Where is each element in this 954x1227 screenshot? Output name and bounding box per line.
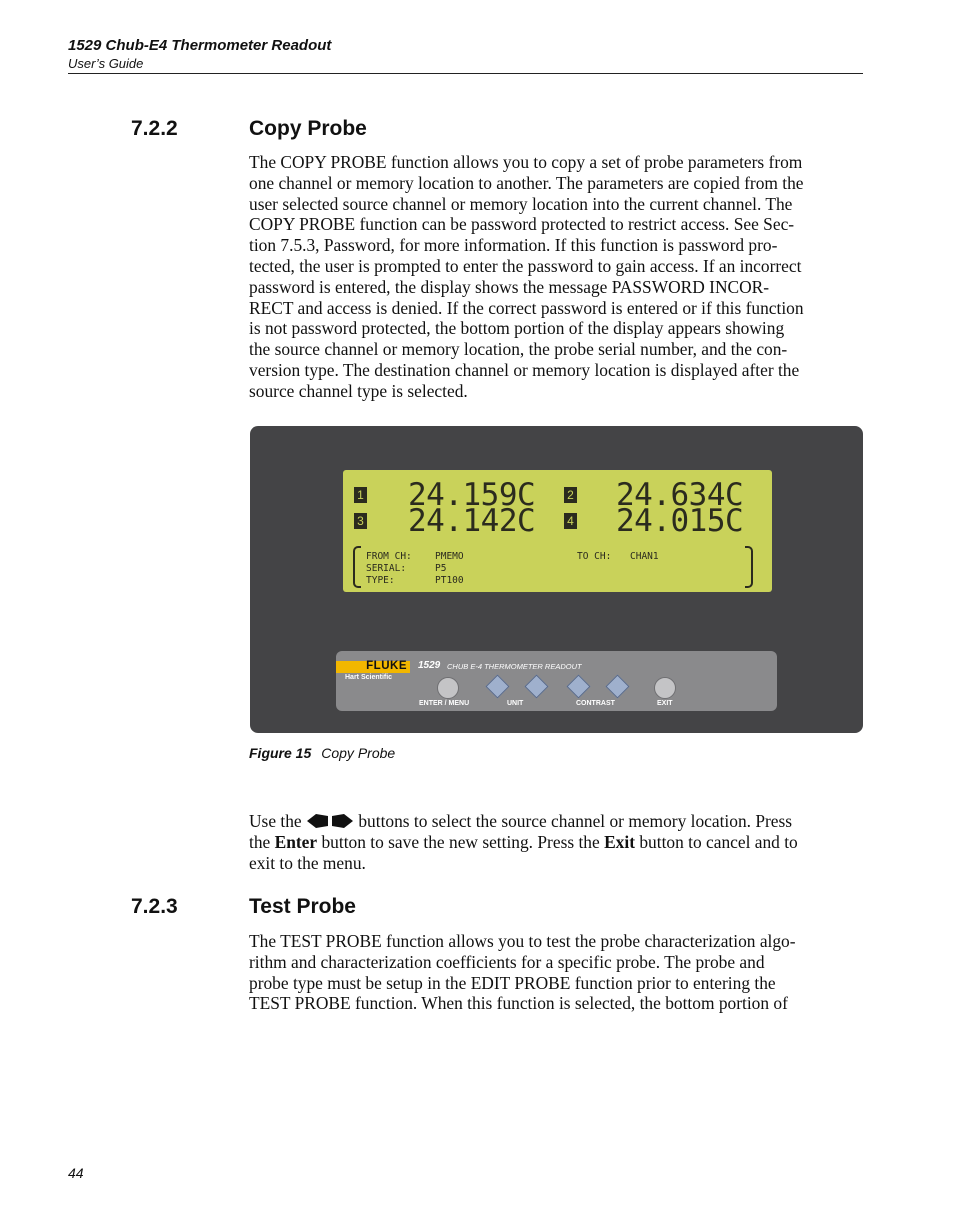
text-line: one channel or memory location to another. The parameters are copied from the <box>249 172 804 193</box>
channel-4-reading: 24.015C <box>616 503 744 539</box>
text-line: The TEST PROBE function allows you to test the probe characterization algo- <box>249 931 796 951</box>
text-line: rithm and characterization coefficients for a specific probe. The probe and <box>249 951 765 972</box>
document-subtitle: User’s Guide <box>68 56 144 71</box>
text-line: The COPY PROBE function allows you to copy a set of probe parameters from <box>249 152 803 172</box>
from-channel-value: PMEMO <box>435 551 464 562</box>
channel-2-reading: 24.634C <box>616 477 744 513</box>
text-line <box>249 832 865 853</box>
to-channel-label: TO CH: <box>577 551 612 562</box>
enter-menu-label: ENTER / MENU <box>419 700 470 707</box>
channel-3-indicator: 3 <box>354 513 367 529</box>
text-fragment: Use the <box>249 811 302 831</box>
channel-3-reading: 24.142C <box>408 503 536 539</box>
page-number: 44 <box>68 1165 84 1181</box>
contrast-label: CONTRAST <box>576 700 615 707</box>
figure-caption <box>249 745 395 761</box>
serial-value: P5 <box>435 563 447 574</box>
text-line: TEST PROBE function. When this function is selected, the bottom portion of <box>249 993 788 1014</box>
lcd-display <box>343 470 772 592</box>
text-line: COPY PROBE function can be password protected to restrict access. See Sec- <box>249 214 795 235</box>
enter-keyword: Enter <box>274 831 318 852</box>
device-front-panel <box>250 426 863 733</box>
figure-number: Figure 15 <box>249 745 312 761</box>
exit-label: EXIT <box>657 700 673 707</box>
section-title: Test Probe <box>249 895 356 918</box>
left-arrow-button[interactable] <box>485 674 509 698</box>
section-paragraph <box>249 931 865 1014</box>
left-right-arrows-icon <box>306 813 354 829</box>
document-title: 1529 Chub-E4 Thermometer Readout <box>68 37 332 54</box>
brand-name: FLUKE <box>366 660 407 672</box>
text-line: probe type must be setup in the EDIT PROBE function prior to entering the <box>249 972 776 993</box>
figure-caption-text: Copy Probe <box>321 745 396 761</box>
channel-1-reading: 24.159C <box>408 477 536 513</box>
section-number: 7.2.2 <box>131 117 178 140</box>
text-fragment: button to cancel and to <box>639 831 798 852</box>
channel-2-indicator: 2 <box>564 487 577 503</box>
text-line: user selected source channel or memory location into the current channel. The <box>249 193 793 214</box>
lcd-bracket-right <box>745 546 753 588</box>
serial-label: SERIAL: <box>366 563 407 574</box>
text-line <box>249 811 865 832</box>
section-number: 7.2.3 <box>131 895 178 918</box>
to-channel-value: CHAN1 <box>630 551 659 562</box>
header-divider <box>68 73 863 74</box>
text-line: tected, the user is prompted to enter the password to gain access. If an incorrect <box>249 255 802 276</box>
text-line: is not password protected, the bottom portion of the display appears showing <box>249 318 785 339</box>
text-line: RECT and access is denied. If the correct password is entered or if this function <box>249 297 804 318</box>
enter-menu-button[interactable] <box>437 677 459 699</box>
text-line: the source channel or memory location, the probe serial number, and the con- <box>249 339 788 360</box>
text-line: password is entered, the display shows the message PASSWORD INCOR- <box>249 276 770 297</box>
instruction-paragraph <box>249 811 865 873</box>
unit-label: UNIT <box>507 700 524 707</box>
control-strip <box>336 651 777 711</box>
text-line: exit to the menu. <box>249 852 366 873</box>
up-arrow-button[interactable] <box>605 674 629 698</box>
type-value: PT100 <box>435 575 464 586</box>
text-fragment: the <box>249 831 271 852</box>
type-label: TYPE: <box>366 575 395 586</box>
fluke-logo <box>336 661 410 673</box>
lcd-bracket-left <box>353 546 361 588</box>
model-description: CHUB E-4 THERMOMETER READOUT <box>447 662 582 671</box>
right-arrow-button[interactable] <box>524 674 548 698</box>
channel-1-indicator: 1 <box>354 487 367 503</box>
text-line: version type. The destination channel or memory location is displayed after the <box>249 359 800 380</box>
exit-button[interactable] <box>654 677 676 699</box>
section-title: Copy Probe <box>249 117 367 140</box>
from-channel-label: FROM CH: <box>366 551 412 562</box>
section-paragraph <box>249 152 865 402</box>
channel-4-indicator: 4 <box>564 513 577 529</box>
model-number: 1529 <box>418 660 441 671</box>
text-line: source channel type is selected. <box>249 380 468 401</box>
text-line: tion 7.5.3, Password, for more information. If this function is password pro- <box>249 235 778 256</box>
text-fragment: buttons to select the source channel or memory location. Press <box>358 811 793 831</box>
text-fragment: button to save the new setting. Press the <box>321 831 600 852</box>
exit-keyword: Exit <box>604 831 635 852</box>
brand-subtitle: Hart Scientific <box>345 674 393 681</box>
down-arrow-button[interactable] <box>566 674 590 698</box>
